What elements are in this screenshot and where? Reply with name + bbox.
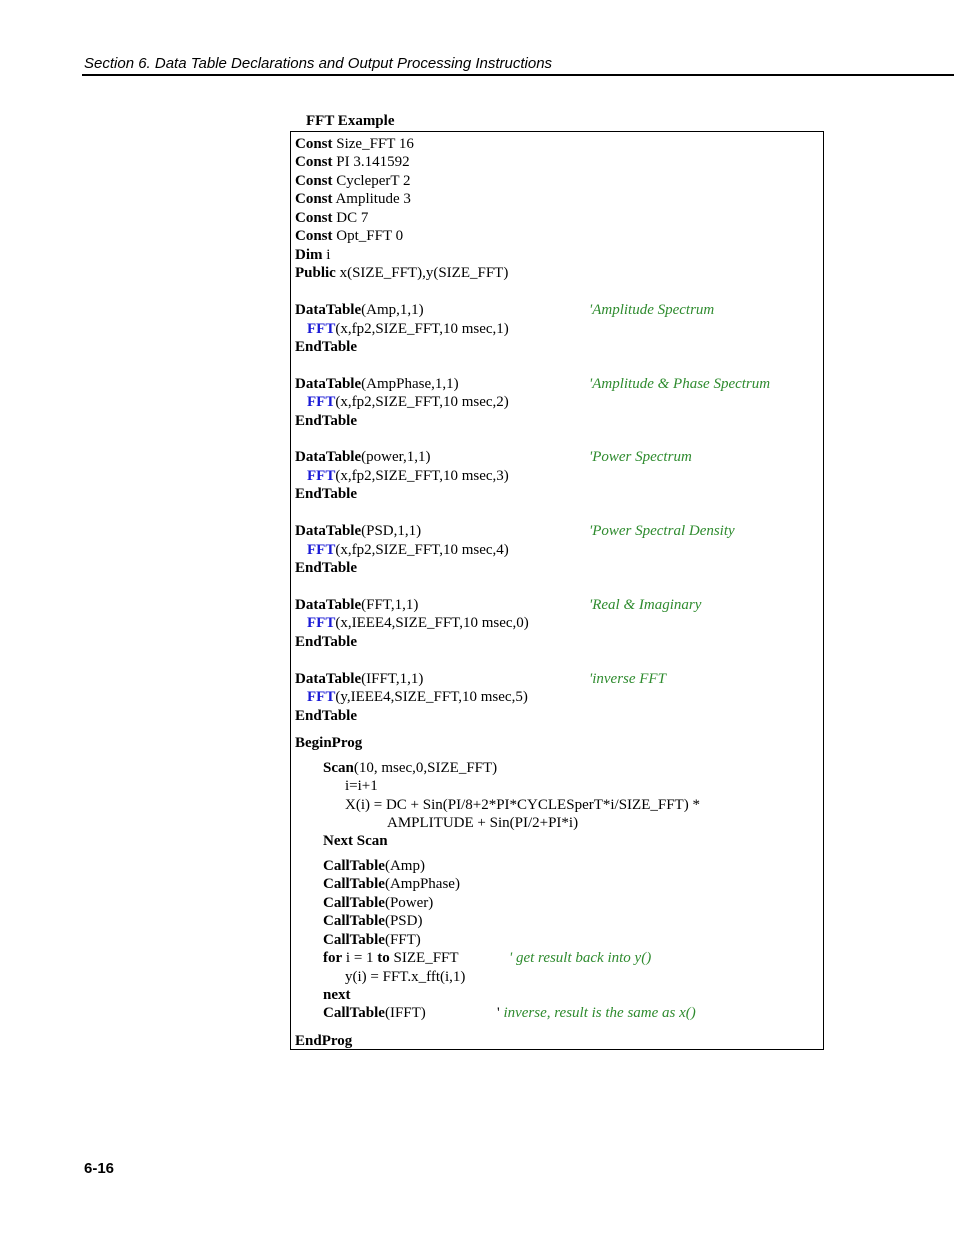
endtable-line: EndTable [295,634,357,650]
header-rule [82,74,954,76]
fft-line: FFT(x,fp2,SIZE_FFT,10 msec,1) [307,321,509,337]
code-line: AMPLITUDE + Sin(PI/2+PI*i) [387,815,579,831]
code-comment: 'Amplitude & Phase Spectrum [589,376,771,392]
fft-line: FFT(x,fp2,SIZE_FFT,10 msec,4) [307,542,509,558]
fft-line: FFT(x,IEEE4,SIZE_FFT,10 msec,0) [307,615,529,631]
code-line: i=i+1 [345,778,378,794]
code-comment: 'Power Spectrum [589,449,692,465]
code-line: Const Size_FFT 16 [295,136,414,152]
code-line: Const PI 3.141592 [295,154,410,170]
datatable-line: DataTable(AmpPhase,1,1) [295,376,459,392]
datatable-line: DataTable(Amp,1,1) [295,302,424,318]
code-line: Const CycleperT 2 [295,173,411,189]
endprog-line: EndProg [295,1033,353,1049]
code-line: Const DC 7 [295,210,369,226]
endtable-line: EndTable [295,708,357,724]
code-line: Const Opt_FFT 0 [295,228,404,244]
datatable-line: DataTable(IFFT,1,1) [295,671,424,687]
fft-line: FFT(x,fp2,SIZE_FFT,10 msec,2) [307,394,509,410]
code-comment: ' inverse, result is the same as x() [497,1005,696,1021]
code-comment: 'Power Spectral Density [589,523,735,539]
endtable-line: EndTable [295,413,357,429]
page-number: 6-16 [84,1160,115,1177]
calltable-line: CallTable(FFT) [323,932,421,948]
code-line: Dim i [295,247,331,263]
for-line: for i = 1 to SIZE_FFT [323,950,459,966]
datatable-line: DataTable(FFT,1,1) [295,597,419,613]
code-line: Public x(SIZE_FFT),y(SIZE_FFT) [295,265,509,281]
scan-line: Scan(10, msec,0,SIZE_FFT) [323,760,498,776]
code-comment: 'Real & Imaginary [589,597,702,613]
endtable-line: EndTable [295,560,357,576]
endtable-line: EndTable [295,339,357,355]
next-line: next [323,987,351,1003]
calltable-line: CallTable(PSD) [323,913,423,929]
code-comment: ' get result back into y() [509,950,652,966]
calltable-line: CallTable(Amp) [323,858,425,874]
code-line: Const Amplitude 3 [295,191,411,207]
calltable-line: CallTable(AmpPhase) [323,876,460,892]
code-comment: 'inverse FFT [589,671,666,687]
datatable-line: DataTable(PSD,1,1) [295,523,422,539]
section-header: Section 6. Data Table Declarations and Output Processing Instructions [84,55,553,72]
beginprog-line: BeginProg [295,735,363,751]
example-title: FFT Example [306,113,395,129]
datatable-line: DataTable(power,1,1) [295,449,431,465]
endtable-line: EndTable [295,486,357,502]
fft-line: FFT(y,IEEE4,SIZE_FFT,10 msec,5) [307,689,528,705]
calltable-line: CallTable(IFFT) [323,1005,426,1021]
code-comment: 'Amplitude Spectrum [589,302,715,318]
code-line: X(i) = DC + Sin(PI/8+2*PI*CYCLESperT*i/SIZE_FFT) * [345,797,700,813]
code-line: y(i) = FFT.x_fft(i,1) [345,969,466,985]
calltable-line: CallTable(Power) [323,895,434,911]
next-scan-line: Next Scan [323,833,388,849]
fft-line: FFT(x,fp2,SIZE_FFT,10 msec,3) [307,468,509,484]
code-listing-box [290,131,824,1050]
